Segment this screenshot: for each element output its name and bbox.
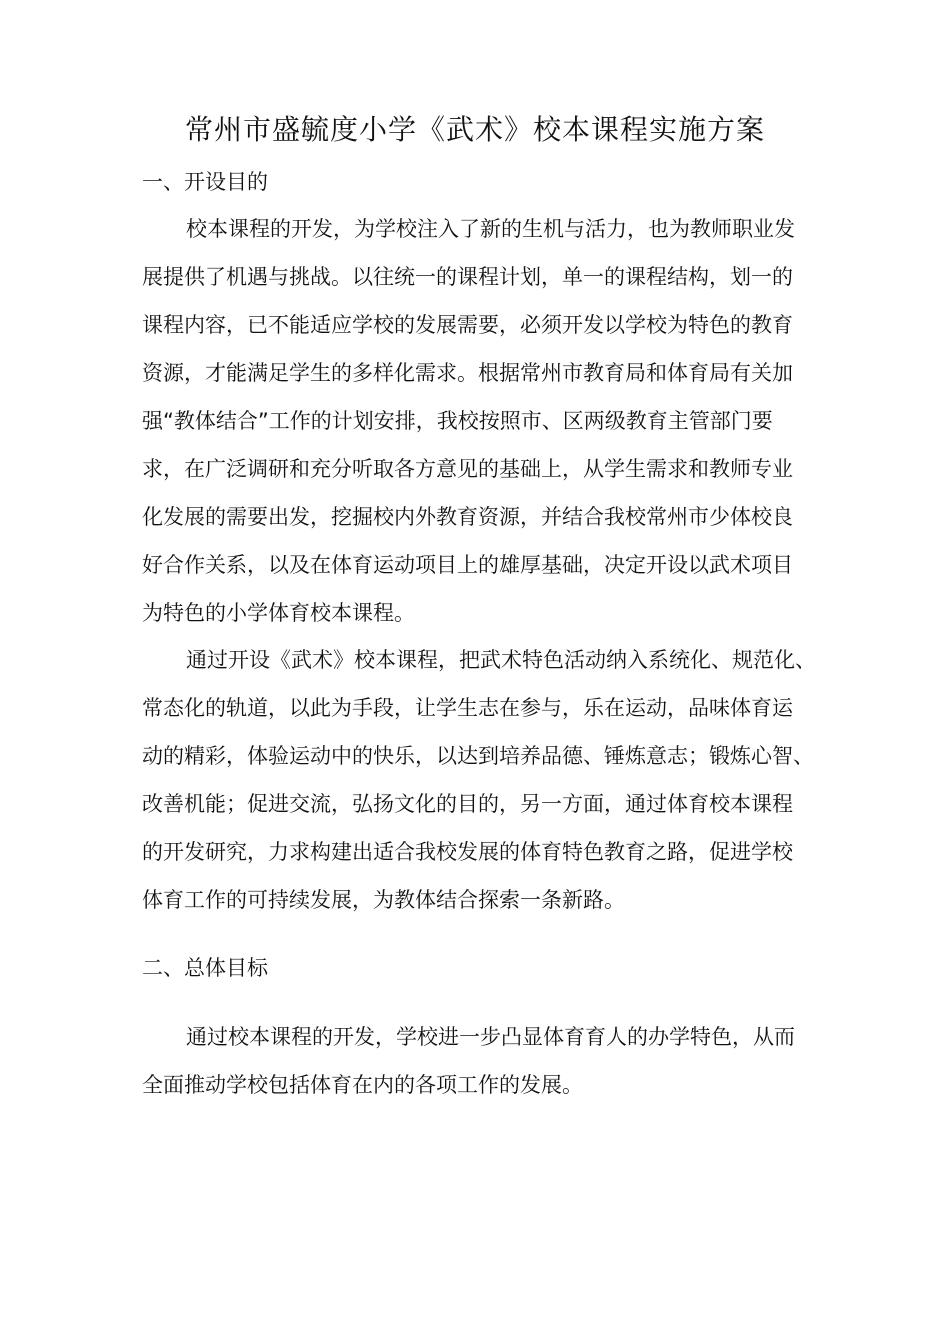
text-line: 体育工作的可持续发展，为教体结合探索一条新路。 [142,888,625,912]
paragraph-purpose-2 [142,636,818,924]
text-line: 为特色的小学体育校本课程。 [142,601,415,625]
text-line: 常态化的轨道，以此为手段，让学生志在参与，乐在运动，品味体育运 [142,696,793,720]
text-line: 的开发研究，力求构建出适合我校发展的体育特色教育之路，促进学校 [142,840,793,864]
text-line: 改善机能；促进交流，弘扬文化的目的，另一方面，通过体育校本课程 [142,792,793,816]
text-line: 强“教体结合”工作的计划安排，我校按照市、区两级教育主管部门要 [142,409,773,433]
text-line: 求，在广泛调研和充分听取各方意见的基础上，从学生需求和教师专业 [142,457,793,481]
text-line: 资源，才能满足学生的多样化需求。根据常州市教育局和体育局有关加 [142,361,793,385]
section-heading-goals: 二、总体目标 [142,956,268,980]
text-line: 全面推动学校包括体育在内的各项工作的发展。 [142,1073,583,1097]
text-line: 课程内容，已不能适应学校的发展需要，必须开发以学校为特色的教育 [142,313,793,337]
text-line: 通过校本课程的开发，学校进一步凸显体育育人的办学特色，从而 [186,1025,795,1049]
paragraph-goals-1 [142,1013,818,1109]
section-heading-purpose: 一、开设目的 [142,170,268,194]
document-title: 常州市盛毓度小学《武术》校本课程实施方案 [184,113,765,146]
text-line: 好合作关系，以及在体育运动项目上的雄厚基础，决定开设以武术项目 [142,553,793,577]
text-line: 动的精彩，体验运动中的快乐，以达到培养品德、锤炼意志；锻炼心智、 [142,744,814,768]
text-line: 化发展的需要出发，挖掘校内外教育资源，并结合我校常州市少体校良 [142,505,793,529]
text-line: 展提供了机遇与挑战。以往统一的课程计划，单一的课程结构，划一的 [142,265,793,289]
paragraph-purpose-1 [142,205,818,637]
text-line: 校本课程的开发，为学校注入了新的生机与活力，也为教师职业发 [186,217,795,241]
text-line: 通过开设《武术》校本课程，把武术特色活动纳入系统化、规范化、 [186,648,816,672]
